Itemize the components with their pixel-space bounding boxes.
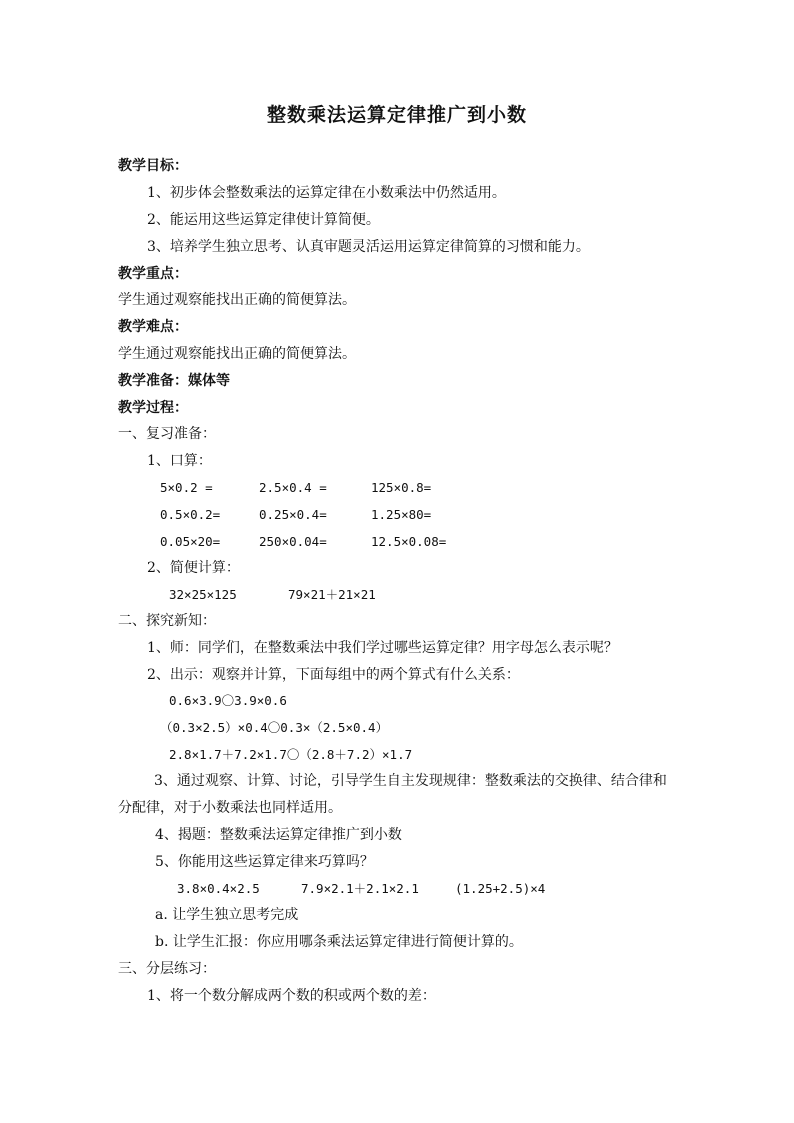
section2-item: 3、通过观察、计算、讨论，引导学生自主发现规律：整数乘法的交换律、结合律和分配律，对于小数乘法也同样适用。: [118, 773, 667, 816]
goal-item: 2、能运用这些运算定律使计算简便。: [147, 212, 380, 228]
key-point-heading: 教学重点：: [118, 266, 188, 282]
section3-heading: 三、分层练习：: [118, 961, 216, 977]
simple-item: 32×25×125: [169, 587, 237, 602]
difficulty-text: 学生通过观察能找出正确的简便算法。: [118, 346, 356, 362]
oral-label: 1、口算：: [147, 453, 212, 469]
oral-item: 2.5×0.4 =: [259, 480, 327, 495]
section2-item: 2、出示：观察并计算，下面每组中的两个算式有什么关系：: [147, 667, 520, 683]
oral-item: 1.25×80=: [371, 507, 432, 522]
goal-item: 1、初步体会整数乘法的运算定律在小数乘法中仍然适用。: [147, 185, 506, 201]
oral-item: 12.5×0.08=: [371, 534, 447, 549]
page-title: 整数乘法运算定律推广到小数: [266, 104, 527, 126]
simple-label: 2、简便计算：: [147, 560, 240, 576]
process-heading: 教学过程：: [118, 400, 188, 416]
difficulty-heading: 教学难点：: [118, 319, 188, 335]
section2-item: 1、师：同学们，在整数乘法中我们学过哪些运算定律？用字母怎么表示呢？: [147, 640, 618, 656]
goal-item: 3、培养学生独立思考、认真审题灵活运用运算定律简算的习惯和能力。: [147, 239, 590, 255]
sub-item: a. 让学生独立思考完成: [155, 907, 299, 923]
prep-line: 教学准备：媒体等: [118, 373, 230, 389]
compare-expression: （0.3×2.5）×0.4〇0.3×（2.5×0.4）: [160, 720, 389, 735]
section2-heading: 二、探究新知：: [118, 613, 216, 629]
section1-heading: 一、复习准备：: [118, 426, 216, 442]
sub-item: b. 让学生汇报：你应用哪条乘法运算定律进行简便计算的。: [155, 934, 523, 950]
trick-expression: (1.25+2.5)×4: [455, 881, 546, 896]
section3-item: 1、将一个数分解成两个数的积或两个数的差：: [147, 988, 436, 1004]
compare-expression: 0.6×3.9〇3.9×0.6: [169, 693, 287, 708]
simple-item: 79×21＋21×21: [288, 587, 376, 602]
oral-item: 0.05×20=: [160, 534, 221, 549]
trick-expression: 7.9×2.1＋2.1×2.1: [301, 881, 419, 896]
key-point-text: 学生通过观察能找出正确的简便算法。: [118, 292, 356, 308]
section2-item: 5、你能用这些运算定律来巧算吗？: [155, 854, 374, 870]
oral-item: 5×0.2 =: [160, 480, 213, 495]
section2-item: 4、揭题：整数乘法运算定律推广到小数: [155, 827, 402, 843]
compare-expression: 2.8×1.7＋7.2×1.7〇（2.8＋7.2）×1.7: [169, 747, 413, 762]
trick-expression: 3.8×0.4×2.5: [177, 881, 260, 896]
oral-item: 0.25×0.4=: [259, 507, 327, 522]
oral-item: 250×0.04=: [259, 534, 327, 549]
goals-heading: 教学目标：: [118, 158, 188, 174]
oral-item: 125×0.8=: [371, 480, 432, 495]
oral-item: 0.5×0.2=: [160, 507, 221, 522]
